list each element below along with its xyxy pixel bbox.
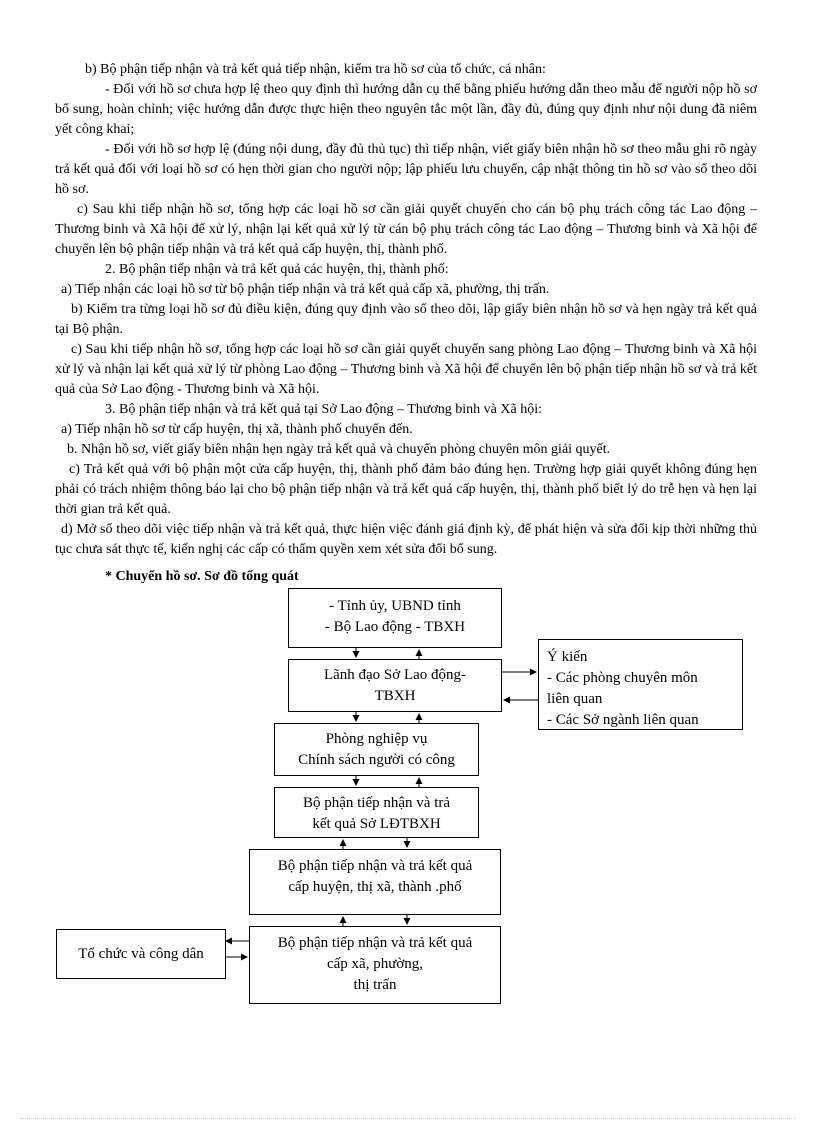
box-top-line-2: - Bộ Lao động - TBXH: [324, 619, 466, 635]
box-dept-one-stop: [274, 787, 479, 838]
box-policy-line-2: Chính sách người có công: [298, 752, 455, 768]
box-policy-office: [274, 723, 479, 776]
paragraph-p10: a) Tiếp nhận hồ sơ từ cấp huyện, thị xã, thành phố chuyển đến.: [61, 422, 413, 437]
box-commune-line-3: thị trấn: [353, 977, 397, 993]
page-bottom-rule: [20, 1118, 796, 1119]
box-opinion: [538, 639, 743, 730]
box-opinion-line-1: Ý kiến: [547, 649, 588, 665]
box-commune-line-2: cấp xã, phường,: [326, 956, 424, 972]
paragraph-p5: 2. Bộ phận tiếp nhận và trả kết quả các huyện, thị, thành phố:: [105, 262, 449, 277]
box-district-line-2: cấp huyện, thị xã, thành .phố: [288, 879, 462, 895]
box-citizens: [56, 929, 226, 979]
paragraph-p4: c) Sau khi tiếp nhận hồ sơ, tổng hợp các loại hồ sơ cần giải quyết chuyển cho cán bộ phụ trách công tác Lao động – Thương binh và Xã hội để xử lý, nhận lại kết quả xử lý từ cán bộ phụ trách công tác Lao động – Thương binh và Xã hội để chuyển lên bộ phận tiếp nhận và trả kết quả cấp huyện, thị, thành phố.: [55, 202, 757, 257]
box-leadership-line-2: TBXH: [374, 688, 416, 704]
paragraph-p8: c) Sau khi tiếp nhận hồ sơ, tổng hợp các loại hồ sơ cần giải quyết chuyển sang phòng Lao động – Thương binh và Xã hội xử lý và nhận lại kết quả xử lý từ phòng Lao động – Thương binh và Xã hội để chuyển lên bộ phận tiếp nhận hồ sơ và trả kết quả của Sở Lao động - Thương binh và Xã hội.: [55, 342, 757, 397]
box-top-authorities: [288, 588, 502, 648]
box-dept-line-1: Bộ phận tiếp nhận và trả: [302, 795, 451, 811]
paragraph-p1: b) Bộ phận tiếp nhận và trả kết quả tiếp nhận, kiểm tra hồ sơ của tổ chức, cá nhân:: [85, 62, 546, 77]
paragraph-p6: a) Tiếp nhận các loại hồ sơ từ bộ phận tiếp nhận và trả kết quả cấp xã, phường, thị trấn.: [61, 282, 550, 297]
box-opinion-line-4: - Các Sở ngành liên quan: [547, 712, 699, 728]
box-opinion-line-3: liên quan: [547, 691, 603, 707]
paragraph-p11: b. Nhận hồ sơ, viết giấy biên nhận hẹn ngày trả kết quả và chuyển phòng chuyên môn giải quyết.: [67, 442, 611, 457]
box-dept-line-2: kết quả Sở LĐTBXH: [312, 816, 441, 832]
paragraph-p7: b) Kiểm tra từng loại hồ sơ đủ điều kiện, đúng quy định vào sổ theo dõi, lập giấy biên nhận hồ sơ và hẹn ngày trả kết quả tại Bộ phận.: [55, 302, 757, 337]
box-district-line-1: Bộ phận tiếp nhận và trả kết quả: [277, 858, 473, 874]
box-commune-one-stop: [249, 926, 501, 1004]
box-district-one-stop: [249, 849, 501, 915]
box-citizens-line-1: Tổ chức và công dân: [78, 946, 204, 962]
box-top-line-1: - Tỉnh ủy, UBND tỉnh: [329, 598, 461, 614]
paragraph-p9: 3. Bộ phận tiếp nhận và trả kết quả tại Sở Lao động – Thương binh và Xã hội:: [105, 402, 543, 417]
box-commune-line-1: Bộ phận tiếp nhận và trả kết quả: [277, 935, 473, 951]
paragraph-p3: - Đối với hồ sơ hợp lệ (đúng nội dung, đầy đủ thủ tục) thì tiếp nhận, viết giấy biên nhận hồ sơ theo mẫu ghi rõ ngày trả kết quả đối với loại hồ sơ có hẹn thời gian cho người nộp; lập phiếu lưu chuyển, cập nhật thông tin hồ sơ vào sổ theo dõi hồ sơ.: [55, 142, 757, 197]
paragraph-p12: c) Trả kết quả với bộ phận một cửa cấp huyện, thị, thành phố đảm bảo đúng hẹn. Trường hợp giải quyết không đúng hẹn phải có trách nhiệm thông báo lại cho bộ phận tiếp nhận và trả kết quả cấp huyện, thị, thành phố biết lý do trễ hẹn và hẹn lại thời gian trả kết quả.: [55, 462, 757, 517]
box-leadership: [288, 659, 502, 712]
paragraph-p13: d) Mở sổ theo dõi việc tiếp nhận và trả kết quả, thực hiện việc đánh giá định kỳ, để phát hiện và sửa đổi kịp thời những thủ tục chưa sát thực tế, kiến nghị các cấp có thẩm quyền xem xét sửa đổi bổ sung.: [55, 522, 757, 557]
box-leadership-line-1: Lãnh đạo Sở Lao động-: [323, 667, 467, 683]
box-policy-line-1: Phòng nghiệp vụ: [325, 731, 428, 747]
box-opinion-line-2: - Các phòng chuyên môn: [547, 670, 698, 686]
paragraph-p2: - Đối với hồ sơ chưa hợp lệ theo quy định thì hướng dẫn cụ thể bằng phiếu hướng dẫn theo mẫu để người nộp hồ sơ bổ sung, hoàn chỉnh; việc hướng dẫn được thực hiện theo nguyên tắc một lần, đầy đủ, đúng quy định như nội dung đã niêm yết công khai;: [55, 82, 757, 137]
flowchart-title: * Chuyển hồ sơ. Sơ đồ tổng quát: [105, 569, 299, 584]
